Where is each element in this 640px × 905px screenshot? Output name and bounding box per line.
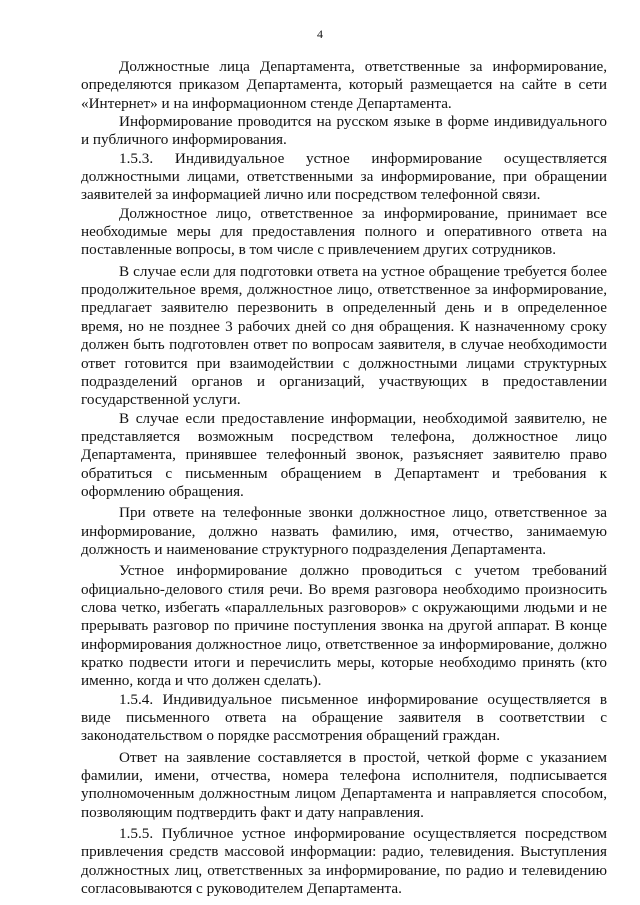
paragraph-1-5-3: 1.5.3. Индивидуальное устное информирование осуществляется должностными лицами, ответственными за информирование, при обращении заявителей за информацией лично или посредством телефонной связи. — [81, 149, 607, 204]
paragraph-phone-impossible: В случае если предоставление информации, необходимой заявителю, не представляется возможным посредством телефона, должностное лицо Департамента, принявшее телефонный звонок, разъясняет заявителю право обратиться с письменным обращением в Департамент и требования к оформлению обращения. — [81, 409, 607, 500]
paragraph-complete-answer: Должностное лицо, ответственное за информирование, принимает все необходимые меры для предоставления полного и оперативного ответа на поставленные вопросы, в том числе с привлечением других сотрудников. — [81, 204, 607, 259]
paragraph-oral-style: Устное информирование должно проводиться с учетом требований официально-делового стиля речи. Во время разговора необходимо произносить слова четко, избегать «параллельных разговоров» с окружающими людьми и не прерывать разговор по причине поступления звонка на другой аппарат. В конце информирования должностное лицо, ответственное за информирование, должно кратко подвести итоги и перечислить меры, которые необходимо принять (кто именно, когда и что должен сделать). — [81, 562, 607, 690]
paragraph-phone-calls: При ответе на телефонные звонки должностное лицо, ответственное за информирование, должно назвать фамилию, имя, отчество, занимаемую должность и наименование структурного подразделения Департамента. — [81, 504, 607, 558]
page-number: 4 — [317, 27, 323, 41]
paragraph-1-5-4: 1.5.4. Индивидуальное письменное информирование осуществляется в виде письменного ответа на обращение заявителя в соответствии с законодательством о порядке рассмотрения обращений граждан. — [81, 690, 607, 745]
document-body — [81, 58, 607, 898]
paragraph-officials-designation: Должностные лица Департамента, ответственные за информирование, определяются приказом Департамента, который размещается на сайте в сети «Интернет» и на информационном стенде Департамента. — [81, 58, 607, 112]
paragraph-language: Информирование проводится на русском языке в форме индивидуального и публичного информирования. — [81, 113, 607, 149]
paragraph-1-5-5: 1.5.5. Публичное устное информирование осуществляется посредством привлечения средств массовой информации: радио, телевидения. Выступления должностных лиц, ответственных за информирование, по радио и телевидению согласовываются с руководителем Департамента. — [81, 825, 607, 898]
paragraph-written-answer: Ответ на заявление составляется в простой, четкой форме с указанием фамилии, имени, отчества, номера телефона исполнителя, подписывается уполномоченным должностным лицом Департамента и направляется способом, позволяющим подтвердить факт и дату направления. — [81, 748, 607, 821]
paragraph-longer-preparation: В случае если для подготовки ответа на устное обращение требуется более продолжительное время, должностное лицо, ответственное за информирование, предлагает заявителю перезвонить в определенный день и в определенное время, но не позднее 3 рабочих дней со дня обращения. К назначенному сроку должен быть подготовлен ответ по вопросам заявителя, в случае необходимости ответ готовится при взаимодействии с должностными лицами структурных подразделений органов и организаций, участвующих в предоставлении государственной услуги. — [81, 262, 607, 409]
